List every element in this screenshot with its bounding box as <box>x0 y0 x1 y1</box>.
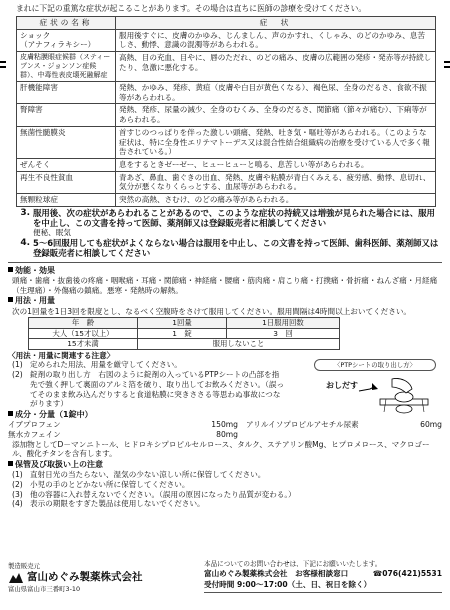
item-text: 小児の手のとどかない所に保管してください。 <box>30 480 190 490</box>
symptom-desc: 青あざ、鼻血、歯ぐきの出血、発熱、皮膚や粘膜が青白くみえる、疲労感、動悸、息切れ、気分が悪くなりくらっとする、血尿等があらわれる。 <box>116 171 436 193</box>
age-cell: 15才未満 <box>29 339 138 349</box>
table-row <box>17 171 436 193</box>
item-number: (1) <box>12 360 23 370</box>
frequency-cell: 3 回 <box>227 328 340 338</box>
contact-block <box>204 560 442 593</box>
symptom-name: 腎障害 <box>17 104 116 126</box>
symptom-desc: 首すじのつっぱりを伴った激しい頭痛、発熱、吐き気・嘔吐等があらわれる。（このような症状は、特に全身性エリテマトーデス又は混合性結合組織病の治療を受けている人で多く報告されている。） <box>116 126 436 158</box>
ingredient-amount: 60mg <box>420 420 442 430</box>
header-age: 年 齢 <box>29 318 138 328</box>
warning-number: 3. <box>20 207 30 218</box>
item-number: (4) <box>12 499 23 509</box>
list-item <box>8 470 442 480</box>
ingredient-name <box>246 430 442 440</box>
right-edge-mark <box>444 58 450 72</box>
table-row <box>29 339 340 349</box>
composition-row <box>8 420 442 430</box>
symptom-name: 肝機能障害 <box>17 81 116 103</box>
symptom-desc: 服用後すぐに、皮膚のかゆみ、じんましん、声のかすれ、くしゃみ、のどのかゆみ、息苦しさ、動悸、意識の混濁等があらわれる。 <box>116 29 436 51</box>
item-text: 他の容器に入れ替えないでください。（誤用の原因になったり品質が変わる。） <box>30 489 296 499</box>
header-frequency: 1日服用回数 <box>227 318 340 328</box>
company-brand <box>8 571 188 584</box>
footer <box>8 558 442 608</box>
left-edge-mark <box>0 58 6 72</box>
table-row <box>17 104 436 126</box>
square-bullet-icon <box>8 461 13 466</box>
section-title: 成分・分量（1錠中） <box>15 409 93 419</box>
age-cell: 大人（15才以上） <box>29 328 138 338</box>
dose-cell: 服用しないこと <box>138 339 340 349</box>
ptp-caption: 〈PTPシートの取り出し方〉 <box>314 359 436 371</box>
ptp-illustration <box>314 359 434 417</box>
header-symptom-desc: 症 状 <box>116 16 436 29</box>
contact-hours: 受付時間 9:00～17:00（土、日、祝日を除く） <box>204 580 372 590</box>
table-row <box>17 52 436 82</box>
ingredient-name: アリルイソプロピルアセチル尿素 <box>246 420 359 430</box>
section-title: 効能・効果 <box>15 265 55 275</box>
item-number: (2) <box>12 370 23 380</box>
manufacturer-block <box>8 562 188 593</box>
list-item <box>8 480 442 490</box>
contact-phone: ☎076(421)5531 <box>372 569 442 579</box>
package-insert <box>8 4 442 509</box>
section-title: 用法・用量 <box>15 296 55 306</box>
item-number: (1) <box>12 470 23 480</box>
company-address: 富山県富山市三番町3-10 <box>8 584 81 593</box>
item-text: 定められた用法、用量を厳守してください。 <box>30 360 182 370</box>
company-logo-icon <box>8 572 24 584</box>
section-dosage-heading <box>8 296 442 306</box>
divider <box>204 592 442 593</box>
table-row <box>17 81 436 103</box>
dosage-table <box>28 317 340 349</box>
dosage-notes-title: 〈用法・用量に関連する注意〉 <box>8 350 115 360</box>
serious-symptoms-table <box>16 16 436 207</box>
contact-company: 富山めぐみ製薬株式会社 お客様相談窓口 <box>204 569 349 579</box>
list-item <box>8 490 442 500</box>
dose-cell: 1 錠 <box>138 328 227 338</box>
additives-text: 添加物としてD－マンニトール、ヒドロキシプロピルセルロース、タルク、ステアリン酸Mg、ヒプロメロース、マクロゴール、酸化チタンを含有します。 <box>12 439 430 459</box>
section-storage-heading <box>8 460 442 470</box>
item-number: (2) <box>12 480 23 490</box>
table-row <box>17 159 436 172</box>
symptom-desc: 突然の高熱、さむけ、のどの痛み等があらわれる。 <box>116 194 436 207</box>
table-header-row <box>29 318 340 328</box>
table-row <box>17 126 436 158</box>
ingredient-amount: 150mg <box>211 420 238 430</box>
divider <box>8 262 442 263</box>
table-row <box>29 328 340 338</box>
section-title: 保管及び取扱い上の注意 <box>15 460 103 470</box>
symptom-desc: 発熱、発疹、尿量の減少、全身のむくみ、全身のだるさ、関節痛（節々が痛む）、下痢等があらわれる。 <box>116 104 436 126</box>
intro-text: まれに下記の重篤な症状が起こることがあります。その場合は直ちに医師の診療を受けてください。 <box>16 4 367 13</box>
ptp-push-label: おしだす <box>326 380 358 390</box>
ingredient-amount: 80mg <box>216 429 238 439</box>
warnings-block <box>8 208 442 259</box>
item-text: 直射日光の当たらない、湿気の少ない涼しい所に保管してください。 <box>30 470 266 480</box>
symptom-name: 無顆粒球症 <box>17 194 116 207</box>
composition-row <box>8 430 442 440</box>
item-text: 表示の期限をすぎた製品は使用しないでください。 <box>30 499 205 509</box>
symptom-desc: 高熱、目の充血、目やに、唇のただれ、のどの痛み、皮膚の広範囲の発疹・発赤等が持続したり、急激に悪化する。 <box>116 52 436 82</box>
dosage-notes <box>8 351 442 409</box>
table-row <box>17 194 436 207</box>
square-bullet-icon <box>8 267 13 272</box>
company-name: 富山めぐみ製薬株式会社 <box>27 571 143 584</box>
warning-subtext: 便秘、眠気 <box>33 228 71 238</box>
efficacy-text: 頭痛・歯痛・抜歯後の疼痛・咽喉痛・耳痛・関節痛・神経痛・腰痛・筋肉痛・肩こり痛・打撲痛・骨折痛・ねんざ痛・月経痛（生理痛）・外傷痛の鎮痛。悪寒・発熱時の解熱。 <box>12 275 438 295</box>
header-symptom-name: 症状の名称 <box>17 16 116 29</box>
symptom-name: ぜんそく <box>17 159 116 172</box>
symptom-name: 皮膚粘膜眼症候群（スティーブンス・ジョンソン症候群）、中毒性表皮壊死融解症 <box>17 52 116 82</box>
dosage-text: 次の1回量を1日3回を限度とし、なるべく空腹時をさけて服用してください。服用間隔は4時間以上おいてください。 <box>12 306 412 316</box>
ingredient-name: 無水カフェイン <box>8 429 61 439</box>
symptom-name: 再生不良性貧血 <box>17 171 116 193</box>
warning-item-3 <box>8 208 442 229</box>
header-dose: 1回量 <box>138 318 227 328</box>
square-bullet-icon <box>8 411 13 416</box>
symptom-name: 無菌性髄膜炎 <box>17 126 116 158</box>
contact-note: 本品についてのお問い合わせは、下記にお願いいたします。 <box>204 560 382 568</box>
table-row <box>17 29 436 51</box>
ptp-sheet-icon <box>314 359 434 417</box>
ingredient-name: イブプロフェン <box>8 420 61 430</box>
symptom-desc: 息をするときゼーゼー、ヒューヒューと鳴る、息苦しい等があらわれる。 <box>116 159 436 172</box>
warning-item-4 <box>8 238 442 259</box>
section-efficacy-heading <box>8 266 442 276</box>
list-item <box>8 499 442 509</box>
seller-label: 製造販売元 <box>8 562 40 570</box>
item-number: (3) <box>12 489 23 499</box>
contact-line <box>204 569 442 579</box>
warning-text: 5～6回服用しても症状がよくならない場合は服用を中止し、この文書を持って医師、歯科医師、薬剤師又は登録販売者に相談してください <box>33 238 439 259</box>
square-bullet-icon <box>8 297 13 302</box>
warning-text: 服用後、次の症状があらわれることがあるので、このような症状の持続又は増強が見られた場合には、服用を中止し、この文書を持って医師、薬剤師又は登録販売者に相談してください <box>33 207 435 229</box>
symptom-desc: 発熱、かゆみ、発疹、黄疸（皮膚や白目が黄色くなる）、褐色尿、全身のだるさ、食欲不振等があらわれる。 <box>116 81 436 103</box>
item-text: 錠剤の取り出し方 右図のように錠剤の入っているPTPシートの凸部を指先で強く押して裏面のアルミ箔を破り、取り出してお飲みください。（誤ってそのまま飲み込んだりすると食道粘膜に突きささる等思わぬ事故につながります） <box>30 370 285 409</box>
table-header-row <box>17 16 436 29</box>
symptom-name: ショック （アナフィラキシー） <box>17 29 116 51</box>
warning-number: 4. <box>20 238 30 249</box>
